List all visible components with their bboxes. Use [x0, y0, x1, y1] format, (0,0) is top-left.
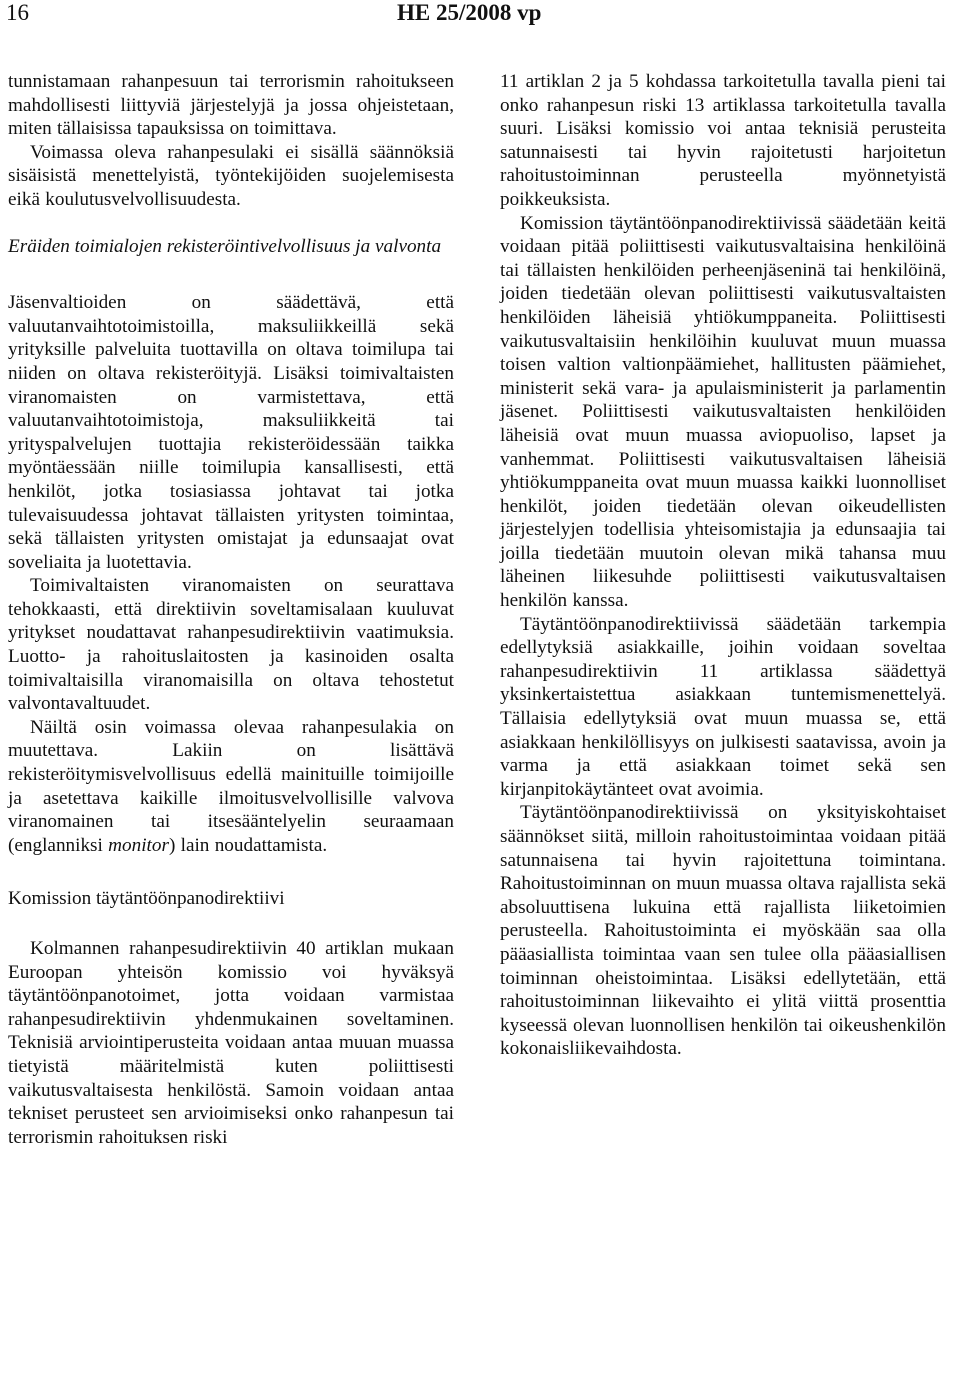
section-heading: Eräiden toimialojen rekisteröintivelvollisuus ja valvonta [8, 235, 442, 257]
paragraph: Komission täytäntöönpanodirektiivissä säädetään keitä voidaan pitää poliittisesti vaikutusvaltaisina henkilöinä tai tällaisten henkilöiden perheenjäseninä tai henkilöinä, joiden tiedetään olevan poliittisesti vaikutusvaltaisten henkilöiden läheisiä yhtiökumppaneita. Poliittisesti vaikutusvaltaisiin henkilöihin kuuluvat muun muassa toisen valtion valtionpäämiehet, hallitusten päämiehet, ministerit sekä vara- ja apulaisministerit ja parlamentin jäsenet. Poliittisesti vaikutusvaltaisten henkilöiden läheisiä ovat muun muassa aviopuoliso, lapset ja vanhemmat. Poliittisesti vaikutusvaltaisen läheisiä yhtiökumppaneita ovat muun muassa kaikki luonnolliset henkilöt, joiden tiedetään olevan oikeudellisten järjestelyjen todellisia yhteisomistajia ja edunsaajia tai joilla tiedetään muutoin olevan mikä tahansa muu läheinen liikesuhde poliittisesti vaikutusvaltaisen henkilön kanssa. [500, 212, 946, 612]
paragraph: tunnistamaan rahanpesuun tai terrorismin rahoitukseen mahdollisesti liittyviä järjestelyjä ja jossa ohjeistetaan, miten tällaisissa tapauksissa on toimittava. [8, 71, 454, 140]
italic-term: monitor [108, 834, 169, 856]
paragraph: Toimivaltaisten viranomaisten on seurattava tehokkaasti, että direktiivin soveltamisalaan kuuluvat yritykset noudattavat rahanpesudirektiivin vaatimuksia. Luotto- ja rahoituslaitosten ja kasinoiden osalta toimivaltaisilla viranomaisilla on oltava tehostetut valvontavaltuudet. [8, 575, 454, 715]
paragraph-text: ) lain noudattamista. [168, 834, 328, 856]
right-column [500, 70, 946, 1061]
paragraph-text: Näiltä osin voimassa olevaa rahanpesulakia on muutettava. Lakiin on lisättävä rekisteröitymisvelvollisuus edellä mainituille toimijoille ja asetettava kaikille ilmoitusvelvollisille valvova viranomainen tai itsesääntelyelin seuraamaan (englanniksi [8, 716, 454, 856]
page-header [0, 0, 960, 30]
paragraph: 11 artiklan 2 ja 5 kohdassa tarkoitetulla tavalla pieni tai onko rahanpesun riski 13 artiklassa tarkoitetulla tavalla suuri. Lisäksi komissio voi antaa teknisiä perusteita satunnaisesti tai hyvin rajoitetusti harjoitetun rahoitustoiminnan perusteella myönnetyistä poikkeuksista. [500, 71, 946, 210]
document-id: HE 25/2008 vp [397, 0, 542, 25]
paragraph: Täytäntöönpanodirektiivissä on yksityiskohtaiset säännökset siitä, milloin rahoitustoimintaa voidaan pitää satunnaisena tai hyvin rajoitettuna toimintana. Rahoitustoiminnan on muun muassa oltava rajallista sekä absoluuttisena lukuina että rajallista liiketoimien perusteella. Rahoitustoiminta ei myöskään saa olla pääasiallista toimintaa vaan sen tulee olla pääasiallisen toiminnan oheistoimintaa. Lisäksi edellytetään, että rahoitustoiminnan liikevaihto ei ylitä viittä prosenttia kyseessä olevan luonnollisen henkilön tai oikeushenkilön kokonaisliikevaihdosta. [500, 802, 946, 1060]
paragraph: Jäsenvaltioiden on säädettävä, että valuutanvaihtotoimistoilla, maksuliikkeillä sekä yrityksille palveluita tuottavilla on oltava toimilupa tai niiden on oltava rekisteröityjä. Lisäksi toimivaltaisten viranomaisten on varmistettava, että valuutanvaihtotoimistoja, maksuliikkeitä tai yrityspalvelujen tuottajia rekisteröidessään taikka myöntäessään niille toimilupia kansallisesti, että henkilöt, jotka tosiasiassa johtavat tai jotka tulevaisuudessa johtavat tällaisten yritysten toimintaa, sekä tällaisten yritysten omistajat ja edunsaajat ovat soveliaita ja luotettavia. [8, 292, 454, 573]
left-column [8, 70, 454, 1149]
page-number: 16 [6, 0, 29, 25]
paragraph: Kolmannen rahanpesudirektiivin 40 artiklan mukaan Euroopan yhteisön komissio voi hyväksyä täytäntöönpanotoimet, jotta voidaan varmistaa rahanpesudirektiivin yhdenmukainen soveltaminen. Teknisiä arviointiperusteita voidaan antaa muuan muassa tietyistä määritelmistä kuten poliittisesti vaikutusvaltaisesta henkilöstä. Samoin voidaan antaa tekniset perusteet sen arvioimiseksi onko rahanpesun tai terrorismin rahoituksen riski [8, 938, 454, 1148]
paragraph: Voimassa oleva rahanpesulaki ei sisällä säännöksiä sisäisistä menettelyistä, työntekijöiden suojelemisesta eikä koulutusvelvollisuudesta. [8, 141, 454, 210]
paragraph: Täytäntöönpanodirektiivissä säädetään tarkempia edellytyksiä asiakkaille, joihin voidaan soveltaa rahanpesudirektiivin 11 artiklassa säädettyä yksinkertaistettua asiakkaan tuntemismenettelyä. Tällaisia edellytyksiä ovat muun muassa se, että asiakkaan henkilöllisyys on julkisesti saatavissa, avoin ja varma ja että asiakkaan toimet sekä sen kirjanpitokäytänteet ovat avoimia. [500, 613, 946, 800]
paragraph [8, 716, 454, 858]
section-heading: Komission täytäntöönpanodirektiivi [8, 888, 285, 910]
